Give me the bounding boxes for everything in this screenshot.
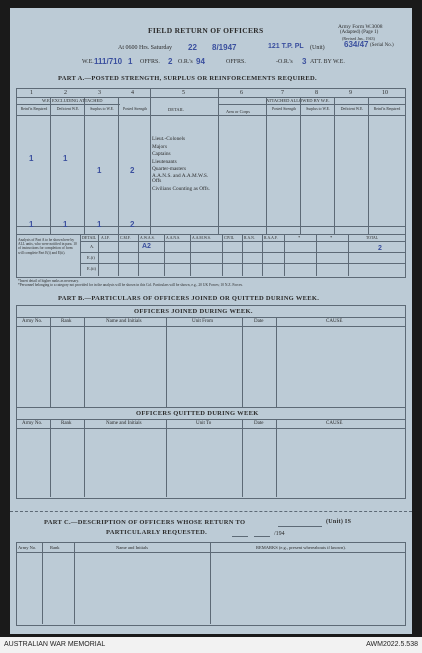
head-surplus-we: Surplus to W.E. [90, 107, 114, 111]
serial-label: (Serial No.) [370, 43, 394, 48]
we-offrs-value: 1 [128, 57, 133, 66]
quitted-title: OFFICERS QUITTED DURING WEEK [136, 410, 259, 417]
att-label: ATT. BY W.E. [310, 59, 345, 65]
analysis-col-star1: * [298, 235, 301, 240]
analysis-row-eii: E.(ii) [87, 266, 96, 271]
analysis-col-aamws: A.A.M.W.S. [192, 236, 211, 240]
form-sheet [10, 8, 412, 634]
head-reinf-required: Reinf'ts Required [20, 107, 48, 111]
offrs2-label: OFFRS. [226, 59, 246, 65]
detail-aans: A.A.N.S. and A.A.M.W.S. Offs [152, 172, 209, 185]
ors-value: 94 [196, 57, 205, 66]
joined-col-name: Name and Initials [106, 319, 142, 324]
offrs-label: OFFRS. [140, 59, 160, 65]
total-deficient-value: 1 [63, 220, 68, 229]
quitted-col-date: Date [254, 421, 264, 426]
unit-value: 121 T.P. PL [268, 43, 304, 50]
total-surplus-value: 1 [97, 220, 102, 229]
ors2-label: -O.R.'s [276, 59, 293, 65]
joined-col-date: Date [254, 319, 264, 324]
we-value: 111/710 [94, 57, 123, 66]
unit-label: (Unit) [310, 45, 325, 51]
quitted-col-unit-to: Unit To [196, 421, 212, 426]
analysis-row-ei: E.(i) [87, 255, 95, 260]
col-num-7: 7 [281, 90, 284, 96]
part-c-col-army-no: Army No. [18, 545, 37, 550]
perforation-line [10, 511, 412, 512]
analysis-col-civil: CIVIL [224, 236, 235, 240]
detail-captains: Captains [152, 151, 171, 158]
detail-lt-colonels: Lieut.-Colonels [152, 136, 186, 142]
joined-col-unit-from: Unit From [192, 319, 213, 324]
col-num-4: 4 [131, 90, 134, 96]
joined-col-army-no: Army No. [22, 319, 43, 324]
month-year-value: 8/1947 [212, 43, 237, 52]
head-att-deficient: Deficient W.E. [340, 107, 364, 111]
col-num-10: 10 [382, 90, 388, 96]
part-c-title-line1: PART C.—DESCRIPTION OF OFFICERS WHOSE RETURN TO [44, 519, 246, 526]
part-c-col-name: Name and Initials [116, 545, 148, 550]
form-title: FIELD RETURN OF OFFICERS [148, 26, 264, 35]
part-b-table [16, 305, 406, 499]
lt-posted-value: 2 [130, 166, 135, 175]
analysis-col-raaf: R.A.A.F. [264, 236, 278, 240]
analysis-aif-value: A2 [142, 243, 151, 250]
time-prefix: At 0600 Hrs. Saturday [118, 45, 172, 51]
analysis-total-value: 2 [378, 245, 382, 252]
quitted-col-rank: Rank [61, 421, 72, 426]
analysis-row-a: A. [90, 244, 95, 249]
footer-accession-number: AWM2022.5.538 [366, 641, 418, 648]
head-att-surplus: Surplus to W.E. [306, 107, 330, 111]
footer-institution: AUSTRALIAN WAR MEMORIAL [4, 641, 106, 648]
part-c-title-line2: PARTICULARLY REQUESTED. [106, 529, 208, 536]
joined-col-rank: Rank [61, 319, 72, 324]
head-detail: DETAIL [168, 107, 184, 112]
col-num-6: 6 [240, 90, 243, 96]
head-deficient-we: Deficient W.E. [56, 107, 80, 111]
total-posted-value: 2 [130, 220, 135, 229]
col-num-9: 9 [349, 90, 352, 96]
analysis-col-aans: A.A.N.S. [166, 236, 181, 240]
col-num-1: 1 [30, 90, 33, 96]
part-c-date-year: /194 [274, 531, 285, 537]
footnote-1: *Insert detail of higher ranks as necessary. [18, 279, 79, 283]
head-att-posted: Posted Strength [272, 107, 296, 111]
col-num-3: 3 [98, 90, 101, 96]
detail-civilians: Civilians Counting as Offs. [152, 185, 210, 192]
detail-quartermasters: Quarter-masters [152, 166, 187, 173]
quitted-col-cause: CAUSE [326, 421, 343, 426]
serial-value: 634/47 [344, 40, 369, 49]
analysis-note: Analysis of Part A to be shown here by ALL units, who were notified in para. 10 of instructions for completion of form will complete Part E(i) and E(ii). [18, 238, 77, 255]
detail-majors: Majors [152, 143, 168, 150]
lt-surplus-value: 1 [97, 166, 102, 175]
analysis-col-ran: R.A.N. [244, 236, 255, 240]
head-att-reinf: Reinf'ts Required [373, 107, 401, 111]
part-c-col-remarks: REMARKS (e.g., present whereabouts if known). [256, 545, 346, 550]
analysis-col-aif: A.I.F. [101, 236, 110, 240]
quitted-col-army-no: Army No. [22, 421, 43, 426]
lt-reinf-value: 1 [29, 154, 34, 163]
we-excluding-header: W.E. EXCLUDING ATTACHED [42, 98, 103, 103]
col-num-2: 2 [64, 90, 67, 96]
part-a-title: PART A.—POSTED STRENGTH, SURPLUS OR REINFORCEMENTS REQUIRED. [58, 75, 317, 82]
army-form-number: Army Form W.3008 [338, 24, 383, 30]
att-value: 3 [302, 57, 307, 66]
part-c-col-rank: Rank [50, 545, 60, 550]
we-label: W.E. [82, 59, 94, 65]
quitted-col-name: Name and Initials [106, 421, 142, 426]
revised-label: (Revised Jan., 1943) [342, 36, 375, 41]
lt-deficient-value: 1 [63, 154, 68, 163]
detail-list [152, 136, 218, 192]
adapted-label: (Adapted) (Page 1) [340, 30, 379, 35]
analysis-col-star2: * [330, 235, 333, 240]
attached-header: ATTACHED ALLOWED BY W.E. [266, 98, 330, 103]
offrs-value: 2 [168, 57, 173, 66]
detail-lieutenants: Lieutenants [152, 158, 177, 165]
col-num-5: 5 [182, 90, 185, 96]
ors-label: O.R.'s [178, 59, 193, 65]
part-b-title: PART B.—PARTICULARS OF OFFICERS JOINED OR QUITTED DURING WEEK. [58, 295, 320, 302]
footnote-2: *Personnel belonging to a category not provided for in the analysis will be shown in this Col. Particulars will be shown, e.g., 20 UK Forces; 10 N.Z. Forces. [18, 283, 243, 287]
analysis-col-cmf: C.M.F. [120, 236, 131, 240]
archive-footer [0, 637, 422, 653]
analysis-detail-label: DETAIL [82, 235, 97, 240]
head-posted-strength: Posted Strength [123, 107, 147, 111]
joined-col-cause: CAUSE [326, 319, 343, 324]
analysis-col-awas: A.W.A.S. [140, 236, 155, 240]
head-arm-corps: Arm or Corps [226, 109, 250, 114]
analysis-col-total: TOTAL [366, 236, 379, 240]
day-value: 22 [188, 43, 197, 52]
total-reinf-value: 1 [29, 220, 34, 229]
col-num-8: 8 [315, 90, 318, 96]
part-c-unit-label: (Unit) IS [326, 519, 352, 525]
joined-title: OFFICERS JOINED DURING WEEK. [134, 308, 253, 315]
